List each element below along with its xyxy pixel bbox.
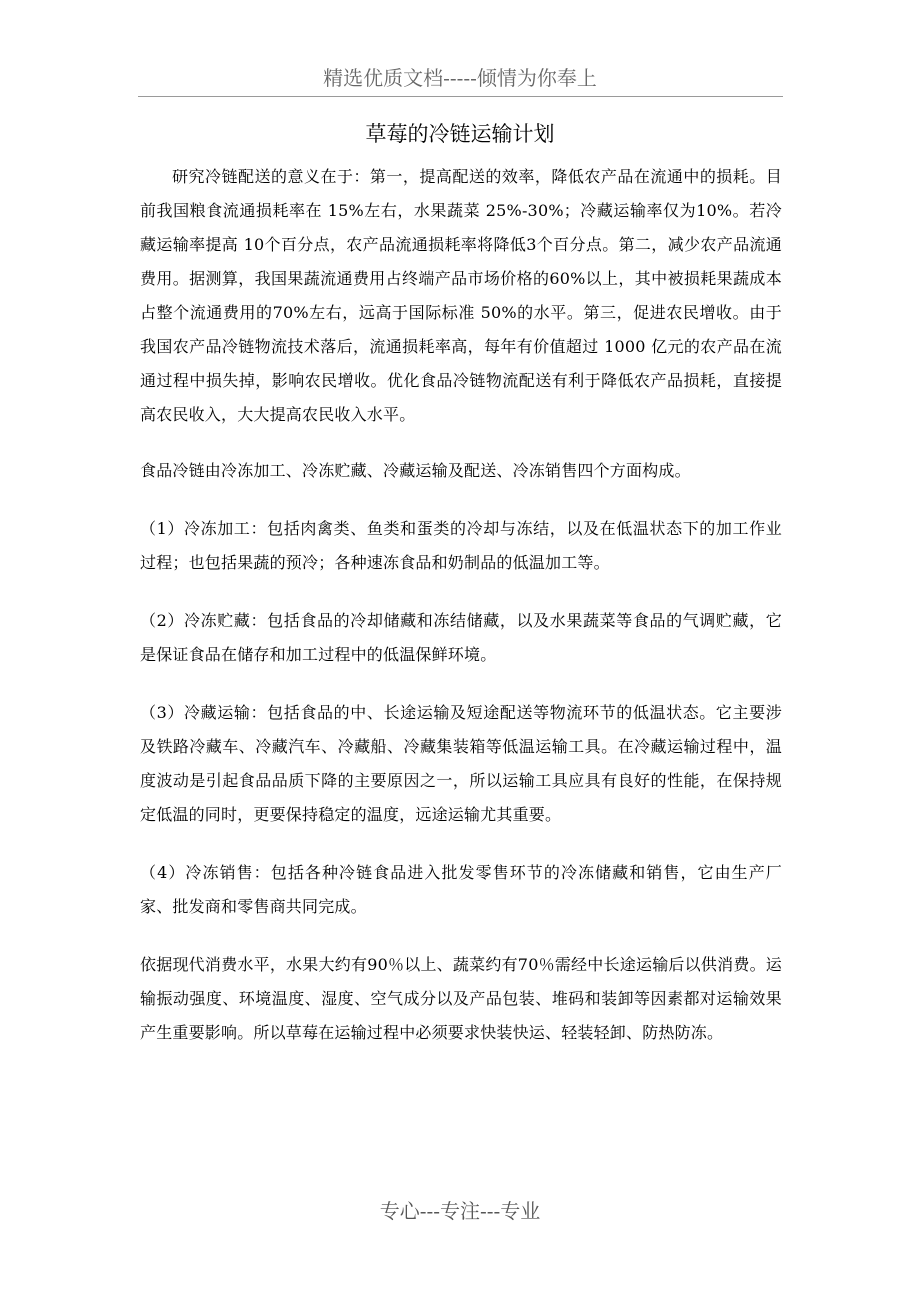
page-header: 精选优质文档-----倾情为你奉上 [323, 66, 597, 90]
paragraph-cold-chain-overview: 食品冷链由冷冻加工、冷冻贮藏、冷藏运输及配送、冷冻销售四个方面构成。 [140, 461, 691, 480]
page-footer: 专心---专注---专业 [379, 1199, 541, 1223]
paragraph-significance: 研究冷链配送的意义在于：第一，提高配送的效率，降低农产品在流通中的损耗。目前我国粮食流通损耗率在 15%左右，水果蔬菜 25%-30%；冷藏运输率仅为10%。若冷藏运输率提高 10个百分点，农产品流通损耗率将降低3个百分点。第二，减少农产品流通费用。据测算，我国果蔬流通费用占终端产品市场价格的60%以上，其中被损耗果蔬成本占整个流通费用的70%左右，远高于国际标准 50%的水平。第三，促进农民增收。由于我国农产品冷链物流技术落后，流通损耗率高，每年有价值超过 1000 亿元的农产品在流通过程中损失掉，影响农民增收。优化食品冷链物流配送有利于降低农产品损耗，直接提高农民收入，大大提高农民收入水平。 [140, 167, 782, 424]
paragraph-frozen-processing: （1）冷冻加工：包括肉禽类、鱼类和蛋类的冷却与冻结，以及在低温状态下的加工作业过程；也包括果蔬的预冷；各种速冻食品和奶制品的低温加工等。 [140, 519, 782, 572]
paragraph-refrigerated-transport: （3）冷藏运输：包括食品的中、长途运输及短途配送等物流环节的低温状态。它主要涉及铁路冷藏车、冷藏汽车、冷藏船、冷藏集装箱等低温运输工具。在冷藏运输过程中，温度波动是引起食品品质下降的主要原因之一，所以运输工具应具有良好的性能，在保持规定低温的同时，更要保持稳定的温度，远途运输尤其重要。 [140, 703, 782, 824]
paragraph-strawberry-transport: 依据现代消费水平，水果大约有90％以上、蔬菜约有70％需经中长途运输后以供消费。运输振动强度、环境温度、湿度、空气成分以及产品包装、堆码和装卸等因素都对运输效果产生重要影响。所以草莓在运输过程中必须要求快装快运、轻装轻卸、防热防冻。 [140, 955, 782, 1042]
document-title: 草莓的冷链运输计划 [365, 122, 555, 146]
header-divider [138, 96, 783, 97]
paragraph-frozen-storage: （2）冷冻贮藏：包括食品的冷却储藏和冻结储藏，以及水果蔬菜等食品的气调贮藏，它是保证食品在储存和加工过程中的低温保鲜环境。 [140, 611, 782, 664]
document-body [140, 160, 782, 1074]
paragraph-frozen-sales: （4）冷冻销售：包括各种冷链食品进入批发零售环节的冷冻储藏和销售，它由生产厂家、批发商和零售商共同完成。 [140, 863, 782, 916]
